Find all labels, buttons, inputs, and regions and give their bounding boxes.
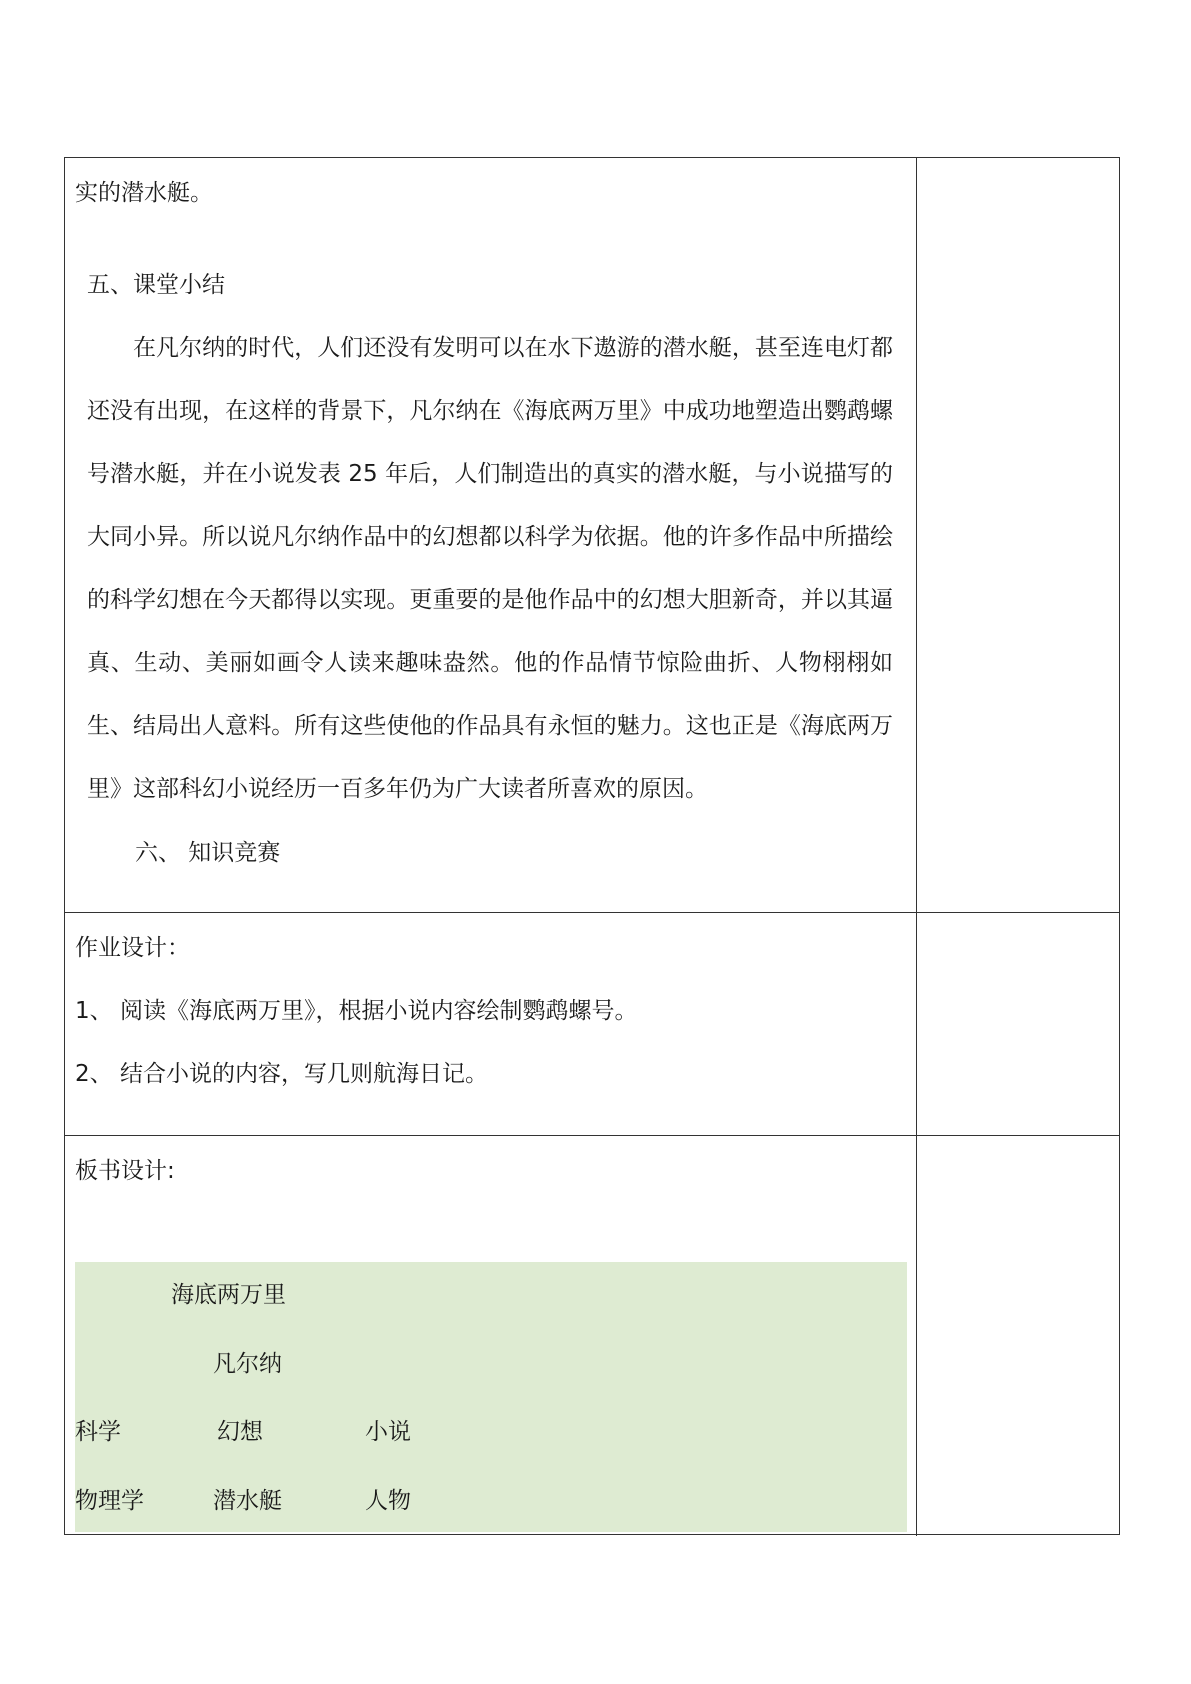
- homework-cell: [65, 913, 917, 1135]
- lesson-plan-table: [64, 157, 1120, 1535]
- main-cell: [65, 158, 917, 912]
- board-keyword: 小说: [365, 1419, 411, 1445]
- summary-heading: 五、课堂小结: [87, 272, 225, 298]
- quiz-heading: 六、 知识竞赛: [135, 840, 281, 866]
- table-row-homework: [65, 913, 1119, 1136]
- notes-cell: [917, 158, 1119, 912]
- board-title: 海底两万里: [171, 1282, 286, 1308]
- table-row-summary: [65, 158, 1119, 913]
- notes-cell: [917, 913, 1119, 1135]
- board-author: 凡尔纳: [213, 1351, 282, 1377]
- summary-paragraph: 在凡尔纳的时代，人们还没有发明可以在水下遨游的潜水艇，甚至连电灯都还没有出现，在这样的背景下，凡尔纳在《海底两万里》中成功地塑造出鹦鹉螺号潜水艇，并在小说发表 25 年后，人们制造出的真实的潜水艇，与小说描写的大同小异。所以说凡尔纳作品中的幻想都以科学为依据。他的许多作品中所描绘的科学幻想在今天都得以实现。更重要的是他作品中的幻想大胆新奇，并以其逼真、生动、美丽如画令人读来趣味盎然。他的作品情节惊险曲折、人物栩栩如生、结局出人意料。所有这些使他的作品具有永恒的魅力。这也正是《海底两万里》这部科幻小说经历一百多年仍为广大读者所喜欢的原因。: [87, 335, 893, 802]
- homework-heading: 作业设计：: [75, 935, 190, 961]
- homework-item-2: 2、 结合小说的内容，写几则航海日记。: [75, 1061, 488, 1087]
- notes-cell: [917, 1136, 1119, 1536]
- board-keyword: 幻想: [217, 1419, 263, 1445]
- board-keyword: 潜水艇: [213, 1488, 282, 1514]
- board-keyword: 科学: [75, 1419, 121, 1445]
- board-heading: 板书设计:: [75, 1158, 175, 1184]
- board-keyword: 物理学: [75, 1488, 144, 1514]
- board-cell: [65, 1136, 917, 1536]
- continuation-text: 实的潜水艇。: [75, 180, 213, 206]
- table-row-board: [65, 1136, 1119, 1536]
- blackboard-area: [75, 1262, 907, 1532]
- homework-item-1: 1、 阅读《海底两万里》，根据小说内容绘制鹦鹉螺号。: [75, 998, 638, 1024]
- board-keyword: 人物: [365, 1488, 411, 1514]
